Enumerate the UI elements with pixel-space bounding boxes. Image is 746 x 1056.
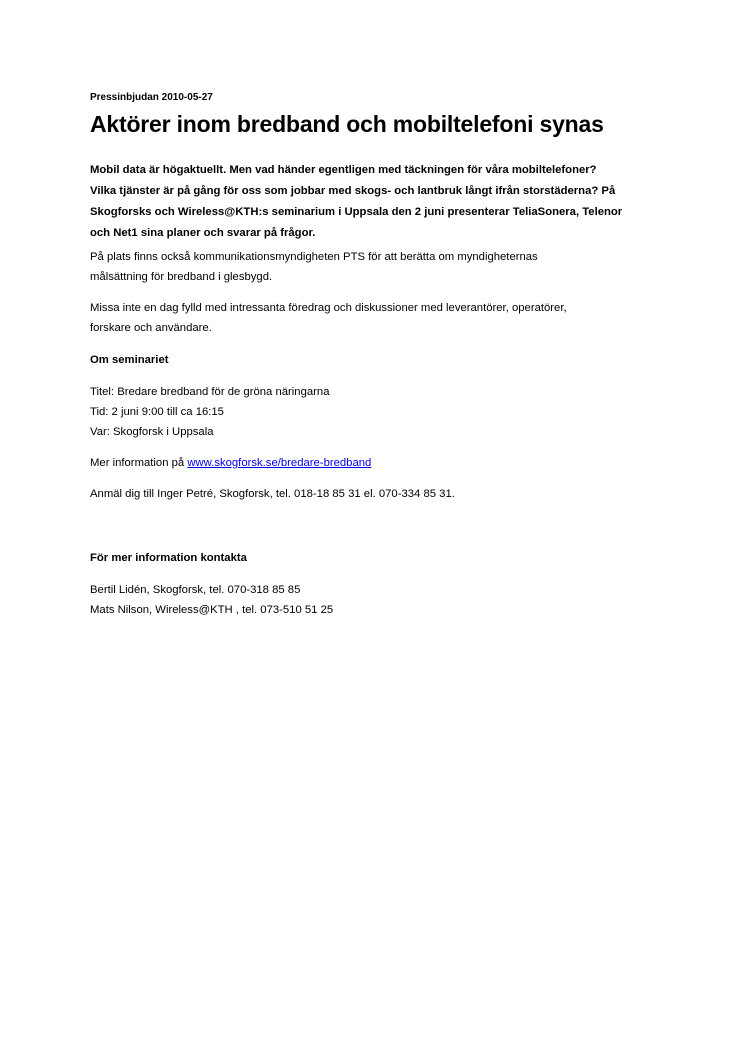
contact-item: Mats Nilson, Wireless@KTH , tel. 073-510 51 25 <box>90 604 334 616</box>
contact-list <box>90 580 333 620</box>
register-line: Anmäl dig till Inger Petré, Skogforsk, tel. 018-18 85 31 el. 070-334 85 31. <box>90 488 455 500</box>
body-line: Missa inte en dag fylld med intressanta föredrag och diskussioner med leverantörer, operatörer, <box>90 302 567 314</box>
body-line: målsättning för bredband i glesbygd. <box>90 271 273 283</box>
seminar-time-line: Tid: 2 juni 9:00 till ca 16:15 <box>90 406 224 418</box>
seminar-details <box>90 382 329 442</box>
lead-line: Skogforsks och Wireless@KTH:s seminarium i Uppsala den 2 juni presenterar TeliaSonera, Telenor <box>90 206 623 218</box>
missa-paragraph <box>90 298 567 338</box>
seminar-title-line: Titel: Bredare bredband för de gröna näringarna <box>90 386 330 398</box>
seminar-location-line: Var: Skogforsk i Uppsala <box>90 426 214 438</box>
press-invite-date: Pressinbjudan 2010-05-27 <box>90 92 213 103</box>
more-info-line <box>90 453 371 473</box>
body-line: forskare och användare. <box>90 322 212 334</box>
pts-paragraph <box>90 247 538 287</box>
lead-line: Mobil data är högaktuellt. Men vad händer egentligen med täckningen för våra mobiltelefoner? <box>90 164 597 176</box>
seminar-heading: Om seminariet <box>90 354 169 366</box>
lead-paragraph <box>90 160 655 244</box>
lead-line: och Net1 sina planer och svarar på frågor. <box>90 227 316 239</box>
more-info-link[interactable]: www.skogforsk.se/bredare-bredband <box>187 457 372 469</box>
contact-item: Bertil Lidén, Skogforsk, tel. 070-318 85 85 <box>90 584 301 596</box>
contact-heading: För mer information kontakta <box>90 552 247 564</box>
body-line: På plats finns också kommunikationsmyndigheten PTS för att berätta om myndigheternas <box>90 251 538 263</box>
page-title: Aktörer inom bredband och mobiltelefoni synas <box>90 111 604 137</box>
lead-line: Vilka tjänster är på gång för oss som jobbar med skogs- och lantbruk långt ifrån storstäderna? På <box>90 185 616 197</box>
more-info-prefix: Mer information på <box>90 457 188 469</box>
